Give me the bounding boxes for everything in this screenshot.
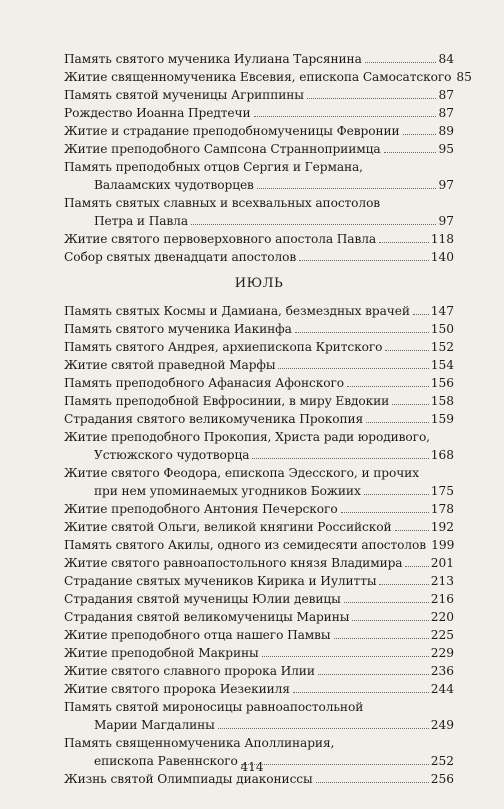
dot-leader [384, 152, 437, 153]
dot-leader [307, 98, 437, 99]
toc-entry-page: 225 [430, 628, 454, 642]
toc-entry [64, 590, 454, 608]
toc-entry-title: Память святого Андрея, архиепископа Критского [64, 340, 383, 354]
toc-entry-page: 150 [430, 322, 454, 336]
toc-entry [64, 104, 454, 122]
dot-leader [316, 782, 429, 783]
section-heading: ИЮЛЬ [234, 276, 284, 291]
dot-leader [257, 188, 437, 189]
dot-leader [318, 674, 429, 675]
toc-entry-page: 175 [430, 484, 454, 498]
toc-entry [64, 680, 454, 698]
dot-leader [218, 728, 429, 729]
toc-entry-title: Житие святого пророка Иезекииля [64, 682, 290, 696]
toc-entry [64, 500, 454, 518]
dot-leader [403, 134, 437, 135]
toc-entry-page: 229 [430, 646, 454, 660]
toc-entry [64, 428, 454, 464]
toc-entry [64, 302, 454, 320]
dot-leader [364, 494, 429, 495]
toc-entry-title: Житие святой Ольги, великой княгини Российской [64, 520, 392, 534]
dot-leader [405, 566, 428, 567]
dot-leader [341, 512, 429, 513]
toc-entry-title-continuation: Устюжского чудотворца [94, 448, 250, 462]
toc-entry-title: Житие и страдание преподобномученицы Февронии [64, 124, 400, 138]
toc-entry-page: 201 [430, 556, 454, 570]
toc-entry-title: Житие преподобного Сампсона Странноприимца [64, 142, 381, 156]
toc-entry-title: Житие преподобного Прокопия, Христа ради юродивого, [64, 430, 430, 444]
toc-entry-page: 85 [456, 70, 472, 84]
dot-leader [344, 602, 429, 603]
toc-entry [64, 158, 454, 194]
toc-entry [64, 518, 454, 536]
toc-entry-title-continuation: Петра и Павла [94, 214, 188, 228]
toc-entry [64, 50, 454, 68]
toc-entry-title: Житие святого равноапостольного князя Владимира [64, 556, 403, 570]
toc-entry-title: Память святой мученицы Агриппины [64, 88, 304, 102]
toc-entry-title: Память святого мученика Иакинфа [64, 322, 292, 336]
page-number: 414 [240, 760, 264, 774]
toc-entry-title: Житие святой праведной Марфы [64, 358, 276, 372]
toc-entry-title: Память преподобного Афанасия Афонского [64, 376, 345, 390]
toc-entry [64, 698, 454, 734]
dot-leader [379, 584, 428, 585]
toc-entry-page: 192 [430, 520, 454, 534]
dot-leader [379, 242, 429, 243]
toc-entry [64, 248, 454, 266]
toc-entry-title: Страдания святой мученицы Юлии девицы [64, 592, 341, 606]
dot-leader [395, 530, 429, 531]
toc-entry [64, 536, 454, 554]
toc-entry [64, 392, 454, 410]
toc-entry-page: 87 [438, 88, 454, 102]
toc-entry-title: Житие святого первоверховного апостола Павла [64, 232, 377, 246]
toc-entry-page: 178 [430, 502, 454, 516]
toc-entry-page: 156 [430, 376, 454, 390]
toc-entry-title: Память преподобных отцов Сергия и Германа, [64, 160, 363, 174]
dot-leader [347, 386, 429, 387]
dot-leader [295, 332, 429, 333]
toc-entry-title: Страдания святого великомученика Прокопия [64, 412, 364, 426]
toc-entry [64, 572, 454, 590]
toc-entry-title-continuation: Валаамских чудотворцев [94, 178, 254, 192]
toc-entry [64, 356, 454, 374]
toc-entry-page: 97 [438, 178, 454, 192]
toc-entry-page: 147 [430, 304, 454, 318]
toc-entry [64, 86, 454, 104]
dot-leader [252, 458, 428, 459]
toc-entry-title: Житие святого Феодора, епископа Эдесского, и прочих [64, 466, 419, 480]
toc-entry-title: Житие преподобного Антония Печерского [64, 502, 338, 516]
toc-entry [64, 410, 454, 428]
dot-leader [352, 620, 428, 621]
toc-entry [64, 608, 454, 626]
toc-entry-title: Жизнь святой Олимпиады диакониссы [64, 772, 313, 786]
toc-entry [64, 122, 454, 140]
toc-entry-title: Страдание святых мучеников Кирика и Иулитты [64, 574, 377, 588]
toc-entry-title-continuation: Марии Магдалины [94, 718, 215, 732]
toc-entry-title-continuation: при нем упоминаемых угодников Божиих [94, 484, 361, 498]
dot-leader [334, 638, 429, 639]
toc-entry [64, 554, 454, 572]
toc-entry-page: 95 [438, 142, 454, 156]
toc-entry-page: 154 [430, 358, 454, 372]
toc-entry [64, 464, 454, 500]
toc-entry-title: Память святых Космы и Дамиана, безмездных врачей [64, 304, 410, 318]
toc-entry [64, 626, 454, 644]
toc-entry-page: 152 [430, 340, 454, 354]
dot-leader [385, 350, 428, 351]
toc-entry-title: Рождество Иоанна Предтечи [64, 106, 251, 120]
toc-entry-title-continuation: епископа Равеннского [94, 754, 238, 768]
toc-entry-page: 216 [430, 592, 454, 606]
toc-entry-title: Память священномученика Аполлинария, [64, 736, 335, 750]
dot-leader [299, 260, 429, 261]
toc-june-section [64, 50, 472, 266]
toc-july-section [64, 302, 454, 788]
toc-entry-title: Память святой мироносицы равноапостольной [64, 700, 364, 714]
toc-entry [64, 194, 454, 230]
toc-entry [64, 374, 454, 392]
toc-entry-title: Страдания святой великомученицы Марины [64, 610, 350, 624]
toc-entry-title: Житие священномученика Евсевия, епископа Самосатского [64, 70, 452, 84]
toc-entry-page: 158 [430, 394, 454, 408]
toc-entry-page: 249 [430, 718, 454, 732]
toc-entry [64, 662, 454, 680]
toc-entry [64, 320, 454, 338]
toc-entry-title: Память святого мученика Иулиана Тарсянина [64, 52, 362, 66]
dot-leader [392, 404, 429, 405]
toc-entry [64, 230, 454, 248]
toc-entry-page: 84 [438, 52, 454, 66]
dot-leader [254, 116, 437, 117]
toc-entry-page: 159 [430, 412, 454, 426]
toc-entry-page: 97 [438, 214, 454, 228]
toc-entry-page: 140 [430, 250, 454, 264]
toc-entry-page: 220 [430, 610, 454, 624]
toc-entry-page: 89 [438, 124, 454, 138]
toc-entry-title: Житие преподобной Макрины [64, 646, 259, 660]
toc-entry-page: 199 [431, 538, 455, 552]
dot-leader [366, 422, 429, 423]
toc-entry [64, 644, 454, 662]
toc-entry-page: 168 [430, 448, 454, 462]
dot-leader [413, 314, 429, 315]
toc-entry-page: 244 [430, 682, 454, 696]
toc-entry-page: 87 [438, 106, 454, 120]
toc-entry-title: Память святого Акилы, одного из семидесяти апостолов [64, 538, 427, 552]
toc-entry-page: 236 [430, 664, 454, 678]
toc-entry-page: 252 [430, 754, 454, 768]
toc-entry-page: 213 [430, 574, 454, 588]
dot-leader [191, 224, 436, 225]
dot-leader [262, 656, 429, 657]
toc-entry-title: Память преподобной Евфросинии, в миру Евдокии [64, 394, 390, 408]
dot-leader [278, 368, 428, 369]
toc-entry-page: 256 [430, 772, 454, 786]
toc-entry [64, 338, 454, 356]
dot-leader [365, 62, 437, 63]
toc-entry-page: 118 [430, 232, 454, 246]
toc-entry-title: Память святых славных и всехвальных апостолов [64, 196, 381, 210]
toc-entry-title: Собор святых двенадцати апостолов [64, 250, 297, 264]
toc-entry [64, 68, 472, 86]
toc-entry-title: Житие святого славного пророка Илии [64, 664, 315, 678]
table-of-contents [64, 50, 472, 788]
toc-entry-title: Житие преподобного отца нашего Памвы [64, 628, 331, 642]
dot-leader [293, 692, 429, 693]
toc-entry [64, 140, 454, 158]
